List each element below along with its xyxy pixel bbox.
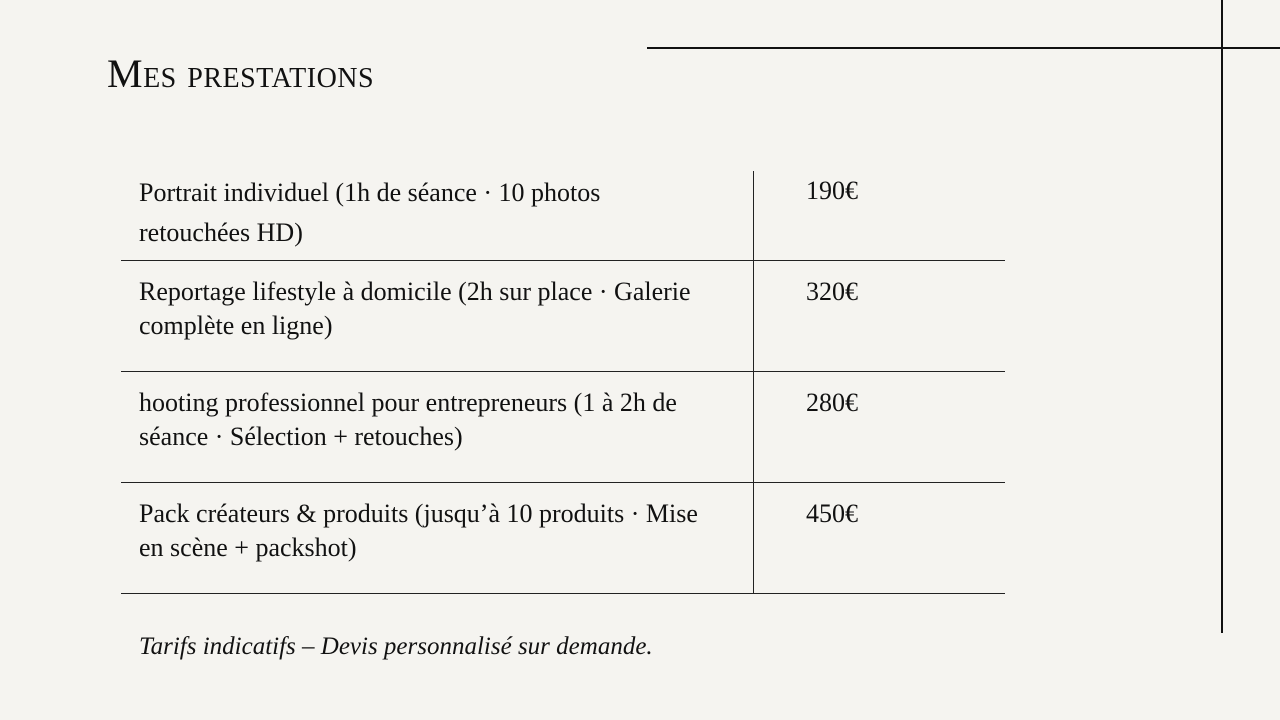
service-price: 450€ bbox=[806, 499, 858, 528]
table-row bbox=[121, 372, 1005, 483]
service-price: 280€ bbox=[806, 388, 858, 417]
table-row bbox=[121, 483, 1005, 594]
decorative-vertical-line bbox=[1221, 0, 1223, 633]
service-description: Pack créateurs & produits (jusqu’à 10 produits · Mise en scène + packshot) bbox=[121, 483, 754, 593]
service-description: hooting professionnel pour entrepreneurs (1 à 2h de séance · Sélection + retouches) bbox=[121, 372, 754, 482]
price-table bbox=[121, 171, 1005, 594]
service-price: 320€ bbox=[806, 277, 858, 306]
pricing-note: Tarifs indicatifs – Devis personnalisé sur demande. bbox=[139, 633, 653, 660]
service-price: 190€ bbox=[806, 176, 858, 205]
service-description: Portrait individuel (1h de séance · 10 photos retouchées HD) bbox=[121, 171, 754, 260]
service-description: Reportage lifestyle à domicile (2h sur place · Galerie complète en ligne) bbox=[121, 261, 754, 371]
table-row bbox=[121, 171, 1005, 261]
page-title: Mes prestations bbox=[107, 51, 375, 96]
table-row bbox=[121, 261, 1005, 372]
decorative-horizontal-line bbox=[647, 47, 1280, 49]
